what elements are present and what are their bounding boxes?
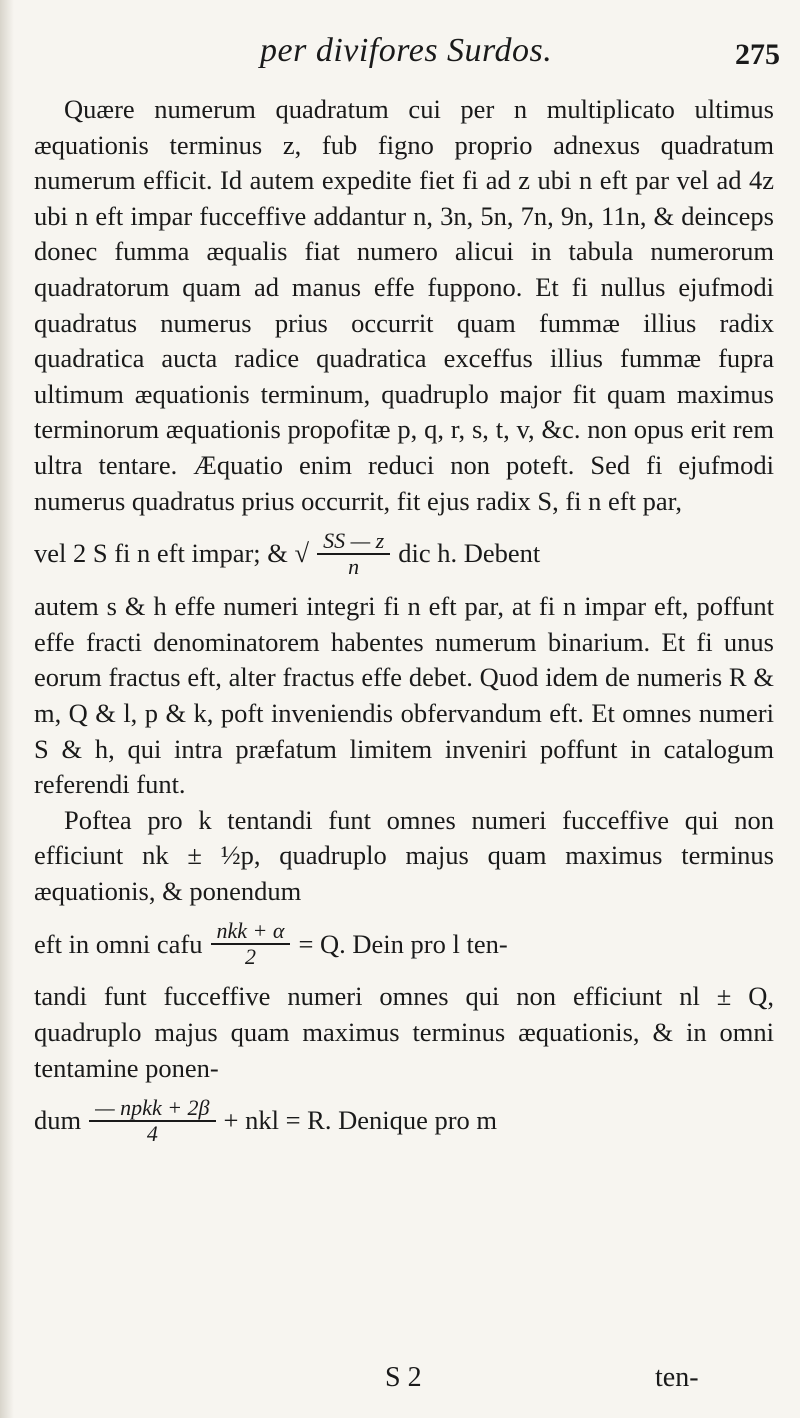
formula-1-fraction	[317, 529, 390, 579]
formula-3-numerator: — npkk + 2β	[89, 1096, 215, 1122]
page-header	[0, 14, 800, 84]
page-footer	[0, 1362, 800, 1402]
paragraph-3: Poftea pro k tentandi funt omnes numeri fucceffive qui non efficiunt nk ± ½p, quadruplo majus quam maximus terminus æquationis, & ponendum	[34, 804, 774, 906]
formula-1-suffix: dic h. Debent	[398, 538, 541, 569]
catchword: ten-	[655, 1362, 699, 1393]
formula-1-denominator: n	[348, 554, 360, 580]
paragraph-1: Quære numerum quadratum cui per n multiplicato ultimus æquationis terminus z, fub figno proprio adnexus quadratum numerum efficit. Id autem expedite fiet fi ad z ubi n eft par vel ad 4z ubi n eft impar fucceffive addantur n, 3n, 5n, 7n, 9n, 11n, & deinceps donec fumma æqualis fiat numero alicui in tabula numerorum quadratorum quam ad manus effe fuppono. Et fi nullus ejufmodi quadratus numerus prius occurrit quam fummæ illius radix quadratica aucta radice quadratica exceffus illius fummæ fupra ultimum æquationis terminum, quadruplo major fit quam maximus terminorum æquationis propofitæ p, q, r, s, t, v, &c. non opus erit rem ultra tentare. Æquatio enim reduci non poteft. Sed fi ejufmodi numerus quadratus prius occurrit, fit ejus radix S, fi n eft par,	[34, 94, 774, 516]
formula-2-prefix: eft in omni cafu	[34, 928, 203, 959]
formula-3-prefix: dum	[34, 1105, 82, 1136]
body-text	[34, 92, 774, 1156]
formula-2-denominator: 2	[244, 944, 256, 970]
running-head: per divifores Surdos.	[260, 32, 553, 69]
formula-3-fraction	[89, 1096, 215, 1146]
signature-mark: S 2	[385, 1362, 422, 1393]
page-number: 275	[735, 38, 780, 71]
formula-2-suffix: = Q. Dein pro l ten-	[298, 928, 508, 959]
formula-1-prefix: vel 2 S fi n eft impar; & √	[34, 538, 310, 569]
formula-2-fraction	[211, 919, 291, 969]
paragraph-2: autem s & h effe numeri integri fi n eft par, at fi n impar eft, poffunt effe fracti denominatorem habentes numerum binarium. Et fi unus eorum fractus eft, alter fractus effe debet. Quod idem de numeris R & m, Q & l, p & k, poft inveniendis obfervandum eft. Et omnes numeri S & h, qui intra præfatum limitem inveniri poffunt in catalogum referendi funt.	[34, 591, 774, 800]
formula-2-numerator: nkk + α	[211, 919, 291, 945]
binding-shadow	[0, 0, 14, 1418]
paragraph-4: tandi funt fucceffive numeri omnes qui non efficiunt nl ± Q, quadruplo majus quam maximus terminus æquationis, & in omni tentamine ponen-	[34, 981, 774, 1083]
formula-1-numerator: SS — z	[317, 529, 390, 555]
formula-line-3	[34, 1086, 774, 1156]
formula-line-2	[34, 909, 774, 979]
formula-3-suffix: + nkl = R. Denique pro m	[223, 1105, 498, 1136]
formula-line-1	[34, 519, 774, 589]
formula-3-denominator: 4	[146, 1121, 158, 1147]
